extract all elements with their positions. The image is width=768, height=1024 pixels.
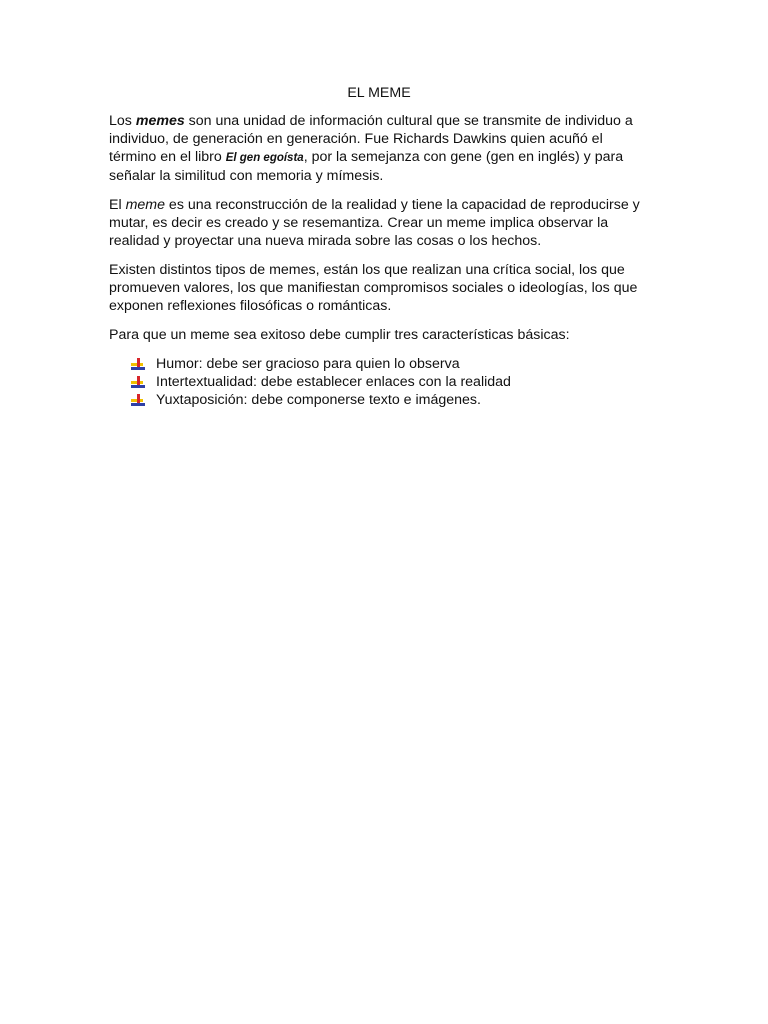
paragraph-1 [109,112,649,185]
p1-post: , por la semejanza con gene (gen en inglés) y para señalar la similitud con memoria y mímesis. [109,149,624,184]
list-item-text: Intertextualidad: debe establecer enlaces con la realidad [156,374,511,390]
list-item-text: Humor: debe ser gracioso para quien lo observa [156,356,460,372]
document-title: EL MEME [347,85,411,101]
list-item-text: Yuxtaposición: debe componerse texto e imágenes. [156,392,481,408]
arrow-bullet-icon [131,394,145,406]
p1-pre: Los [109,113,136,129]
arrow-bullet-icon [131,358,145,370]
p1-mid: son una unidad de información cultural que se transmite de individuo a individuo, de generación en generación. Fue Richards Dawkins quien acuñó el término en el libro [109,113,633,165]
p1-memes-word: memes [135,113,185,129]
paragraph-2 [109,196,649,250]
list-item [131,373,649,391]
document-page [109,84,649,409]
arrow-bullet-icon [131,376,145,388]
list-item [131,355,649,373]
p2-meme-word: meme [125,197,165,213]
list-item [131,391,649,409]
paragraph-3: Existen distintos tipos de memes, están los que realizan una crítica social, los que promueven valores, los que manifiestan compromisos sociales o ideologías, los que exponen reflexiones filosóficas o románticas. [109,262,638,314]
characteristics-list [109,355,649,409]
p2-post: es una reconstrucción de la realidad y tiene la capacidad de reproducirse y mutar, es decir es creado y se resemantiza. Crear un meme implica observar la realidad y proyectar una nueva mirada sobre las cosas o los hechos. [109,197,640,249]
paragraph-4: Para que un meme sea exitoso debe cumplir tres características básicas: [109,327,570,343]
p2-pre: El [109,197,126,213]
p1-book-title: El gen egoísta [225,152,304,164]
